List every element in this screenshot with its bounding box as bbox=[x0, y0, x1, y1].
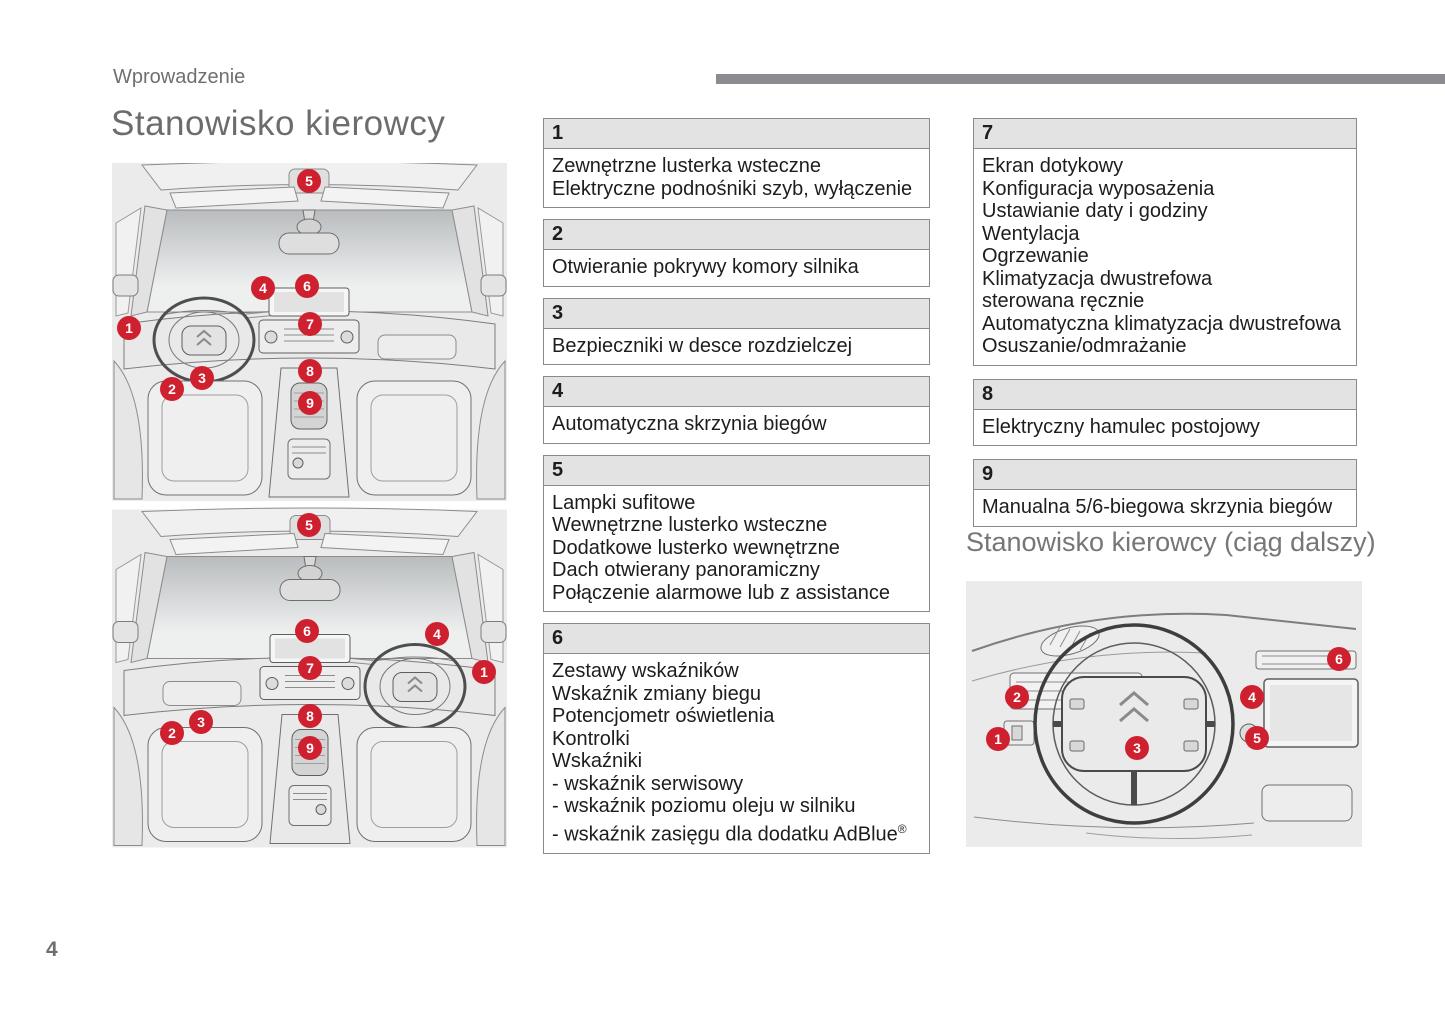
legend-box-8 bbox=[973, 379, 1357, 447]
header-rule bbox=[716, 74, 1445, 84]
legend-line: Osuszanie/odmrażanie bbox=[982, 335, 1187, 357]
legend-box-9 bbox=[973, 459, 1357, 527]
page-title: Stanowisko kierowcy bbox=[111, 104, 446, 143]
callout-marker-1: 1 bbox=[986, 727, 1010, 751]
legend-line: Dodatkowe lusterko wewnętrzne bbox=[552, 536, 840, 559]
legend-line: Manualna 5/6-biegowa skrzynia biegów bbox=[982, 496, 1333, 518]
legend-box-number: 5 bbox=[544, 456, 929, 486]
legend-box-number: 6 bbox=[544, 624, 929, 654]
legend-box-number: 4 bbox=[544, 377, 929, 407]
section-subtitle: Stanowisko kierowcy (ciąg dalszy) bbox=[966, 527, 1376, 557]
legend-box-1 bbox=[543, 118, 930, 208]
legend-line: - wskaźnik poziomu oleju w silniku bbox=[552, 795, 856, 817]
legend-box-4 bbox=[543, 376, 930, 444]
legend-box-lines bbox=[544, 654, 929, 853]
callout-marker-4: 4 bbox=[251, 276, 275, 300]
legend-line: Ogrzewanie bbox=[982, 245, 1089, 267]
legend-line: Potencjometr oświetlenia bbox=[552, 705, 775, 727]
callout-marker-3: 3 bbox=[189, 710, 213, 734]
legend-line: Ustawianie daty i godziny bbox=[982, 200, 1208, 222]
legend-box-2 bbox=[543, 219, 930, 287]
callout-markers bbox=[112, 507, 507, 850]
callout-marker-7: 7 bbox=[298, 312, 322, 336]
legend-line: Wskaźniki bbox=[552, 750, 643, 772]
callout-markers bbox=[966, 581, 1362, 847]
legend-line: Kontrolki bbox=[552, 727, 630, 750]
callout-markers bbox=[112, 163, 507, 501]
callout-marker-6: 6 bbox=[1327, 647, 1351, 671]
callout-marker-2: 2 bbox=[1005, 685, 1029, 709]
legend-line: Wentylacja bbox=[982, 222, 1080, 245]
legend-line: Lampki sufitowe bbox=[552, 491, 696, 514]
legend-line: Zewnętrzne lusterka wsteczne bbox=[552, 155, 822, 177]
legend-box-lines bbox=[544, 486, 929, 612]
breadcrumb: Wprowadzenie bbox=[113, 66, 246, 88]
legend-column-2 bbox=[973, 118, 1357, 527]
callout-marker-7: 7 bbox=[298, 656, 322, 680]
legend-box-6 bbox=[543, 623, 930, 854]
legend-line: Dach otwierany panoramiczny bbox=[552, 559, 820, 581]
callout-marker-5: 5 bbox=[297, 513, 321, 537]
legend-line: Zestawy wskaźników bbox=[552, 660, 739, 682]
legend-box-number: 8 bbox=[974, 380, 1356, 410]
legend-line: Klimatyzacja dwustrefowa bbox=[982, 267, 1213, 290]
illustration-dashboard-lhd bbox=[112, 163, 507, 501]
legend-box-lines bbox=[974, 490, 1356, 526]
legend-box-number: 1 bbox=[544, 119, 929, 149]
legend-line: - wskaźnik zasięgu dla dodatku AdBlue® bbox=[552, 821, 907, 846]
legend-box-7 bbox=[973, 118, 1357, 366]
legend-box-lines bbox=[544, 329, 929, 365]
legend-line: Ekran dotykowy bbox=[982, 155, 1124, 177]
legend-line: Wskaźnik zmiany biegu bbox=[552, 682, 761, 705]
callout-marker-3: 3 bbox=[1125, 736, 1149, 760]
legend-box-number: 3 bbox=[544, 299, 929, 329]
legend-line: Automatyczna klimatyzacja dwustrefowa bbox=[982, 312, 1342, 335]
legend-line: Otwieranie pokrywy komory silnika bbox=[552, 256, 859, 278]
page-number: 4 bbox=[46, 938, 58, 961]
callout-marker-4: 4 bbox=[425, 622, 449, 646]
legend-box-number: 2 bbox=[544, 220, 929, 250]
legend-line: - wskaźnik serwisowy bbox=[552, 772, 744, 795]
legend-line: Konfiguracja wyposażenia bbox=[982, 177, 1215, 200]
legend-line: Elektryczne podnośniki szyb, wyłączenie bbox=[552, 177, 913, 200]
legend-line: Połączenie alarmowe lub z assistance bbox=[552, 581, 890, 604]
callout-marker-2: 2 bbox=[160, 377, 184, 401]
legend-line: Bezpieczniki w desce rozdzielczej bbox=[552, 334, 853, 357]
legend-box-5 bbox=[543, 455, 930, 613]
legend-box-lines bbox=[974, 410, 1356, 446]
callout-marker-4: 4 bbox=[1240, 685, 1264, 709]
callout-marker-2: 2 bbox=[160, 721, 184, 745]
callout-marker-6: 6 bbox=[295, 274, 319, 298]
legend-box-number: 9 bbox=[974, 460, 1356, 490]
legend-box-3 bbox=[543, 298, 930, 366]
legend-line: Automatyczna skrzynia biegów bbox=[552, 413, 827, 435]
callout-marker-1: 1 bbox=[117, 316, 141, 340]
legend-line: Wewnętrzne lusterko wsteczne bbox=[552, 514, 828, 536]
legend-box-lines bbox=[544, 149, 929, 207]
callout-marker-6: 6 bbox=[295, 619, 319, 643]
legend-box-lines bbox=[974, 149, 1356, 365]
callout-marker-1: 1 bbox=[472, 660, 496, 684]
callout-marker-9: 9 bbox=[298, 736, 322, 760]
legend-line: sterowana ręcznie bbox=[982, 290, 1145, 312]
callout-marker-5: 5 bbox=[297, 169, 321, 193]
legend-box-lines bbox=[544, 407, 929, 443]
callout-marker-5: 5 bbox=[1245, 726, 1269, 750]
legend-box-lines bbox=[544, 250, 929, 286]
illustration-steering-closeup bbox=[966, 581, 1362, 847]
legend-box-number: 7 bbox=[974, 119, 1356, 149]
callout-marker-9: 9 bbox=[298, 391, 322, 415]
callout-marker-8: 8 bbox=[298, 704, 322, 728]
illustration-dashboard-rhd bbox=[112, 507, 507, 850]
callout-marker-3: 3 bbox=[190, 366, 214, 390]
legend-line: Elektryczny hamulec postojowy bbox=[982, 415, 1260, 438]
callout-marker-8: 8 bbox=[298, 359, 322, 383]
legend-column-1 bbox=[543, 118, 930, 854]
